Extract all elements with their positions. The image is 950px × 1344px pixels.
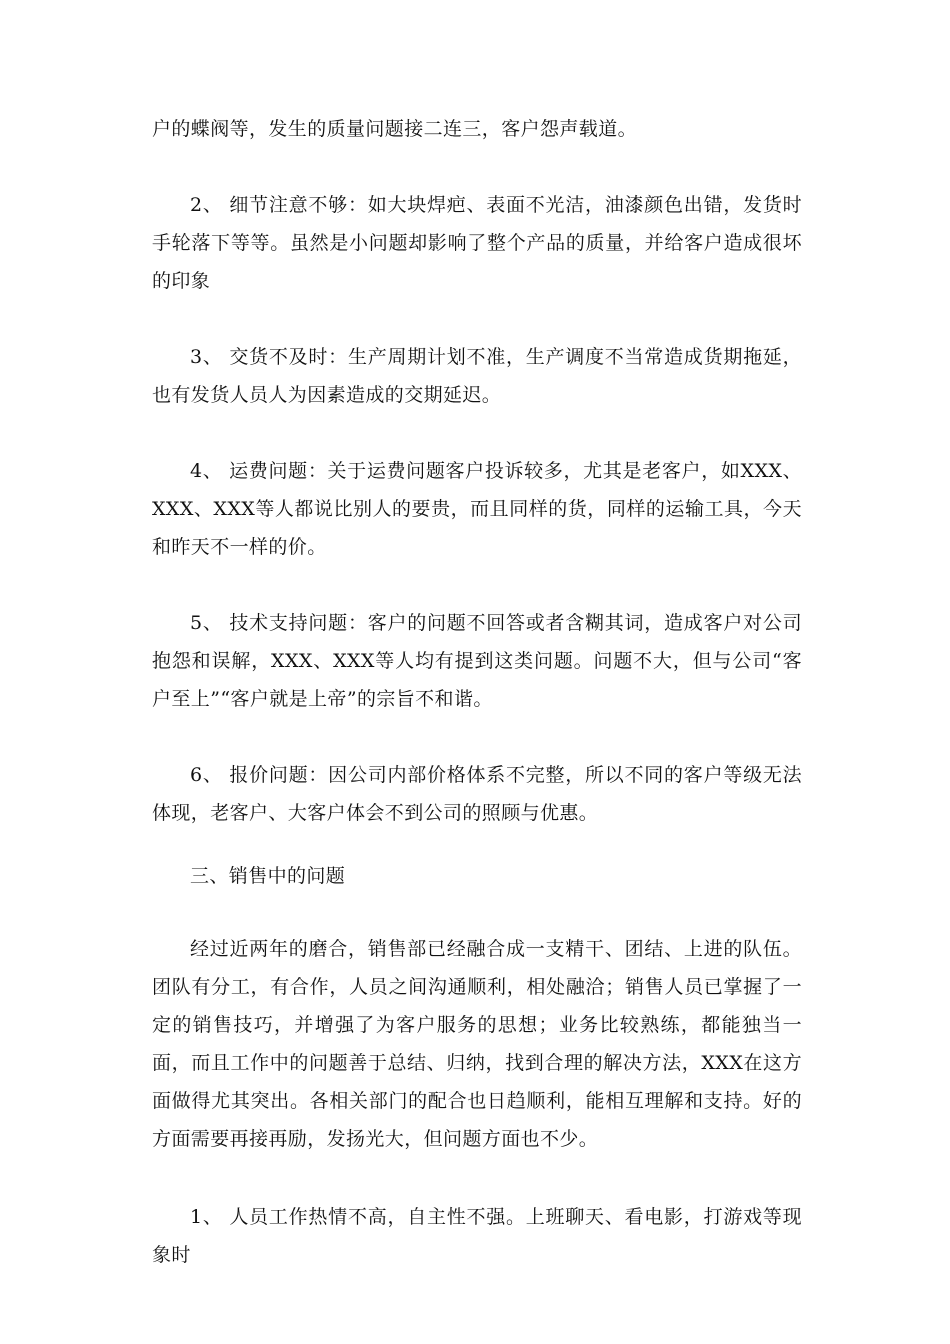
paragraph-item-5: 5、 技术支持问题：客户的问题不回答或者含糊其词，造成客户对公司抱怨和误解，XXX、XXX等人均有提到这类问题。问题不大，但与公司“客户至上”“客户就是上帝”的宗旨不和谐。 bbox=[152, 612, 802, 710]
paragraph-item-6: 6、 报价问题：因公司内部价格体系不完整，所以不同的客户等级无法体现，老客户、大客户体会不到公司的照顾与优惠。 bbox=[152, 764, 802, 824]
paragraph-continuation: 户的蝶阀等，发生的质量问题接二连三，客户怨声载道。 bbox=[152, 118, 638, 140]
paragraph-body: 经过近两年的磨合，销售部已经融合成一支精干、团结、上进的队伍。团队有分工，有合作，人员之间沟通顺利，相处融洽；销售人员已掌握了一定的销售技巧，并增强了为客户服务的思想；业务比较熟练，都能独当一面，而且工作中的问题善于总结、归纳，找到合理的解决方法，XXX在这方面做得尤其突出。各相关部门的配合也日趋顺利，能相互理解和支持。好的方面需要再接再励，发扬光大，但问题方面也不少。 bbox=[152, 938, 802, 1150]
section-heading: 三、销售中的问题 bbox=[190, 865, 346, 887]
paragraph-item-3: 3、 交货不及时：生产周期计划不准，生产调度不当常造成货期拖延，也有发货人员人为因素造成的交期延迟。 bbox=[152, 346, 802, 406]
paragraph-item-1: 1、 人员工作热情不高，自主性不强。上班聊天、看电影，打游戏等现象时 bbox=[152, 1206, 802, 1266]
paragraph-item-4: 4、 运费问题：关于运费问题客户投诉较多，尤其是老客户，如XXX、XXX、XXX等人都说比别人的要贵，而且同样的货，同样的运输工具，今天和昨天不一样的价。 bbox=[152, 460, 802, 558]
paragraph-item-2: 2、 细节注意不够：如大块焊疤、表面不光洁，油漆颜色出错，发货时手轮落下等等。虽然是小问题却影响了整个产品的质量，并给客户造成很坏的印象 bbox=[152, 194, 802, 292]
